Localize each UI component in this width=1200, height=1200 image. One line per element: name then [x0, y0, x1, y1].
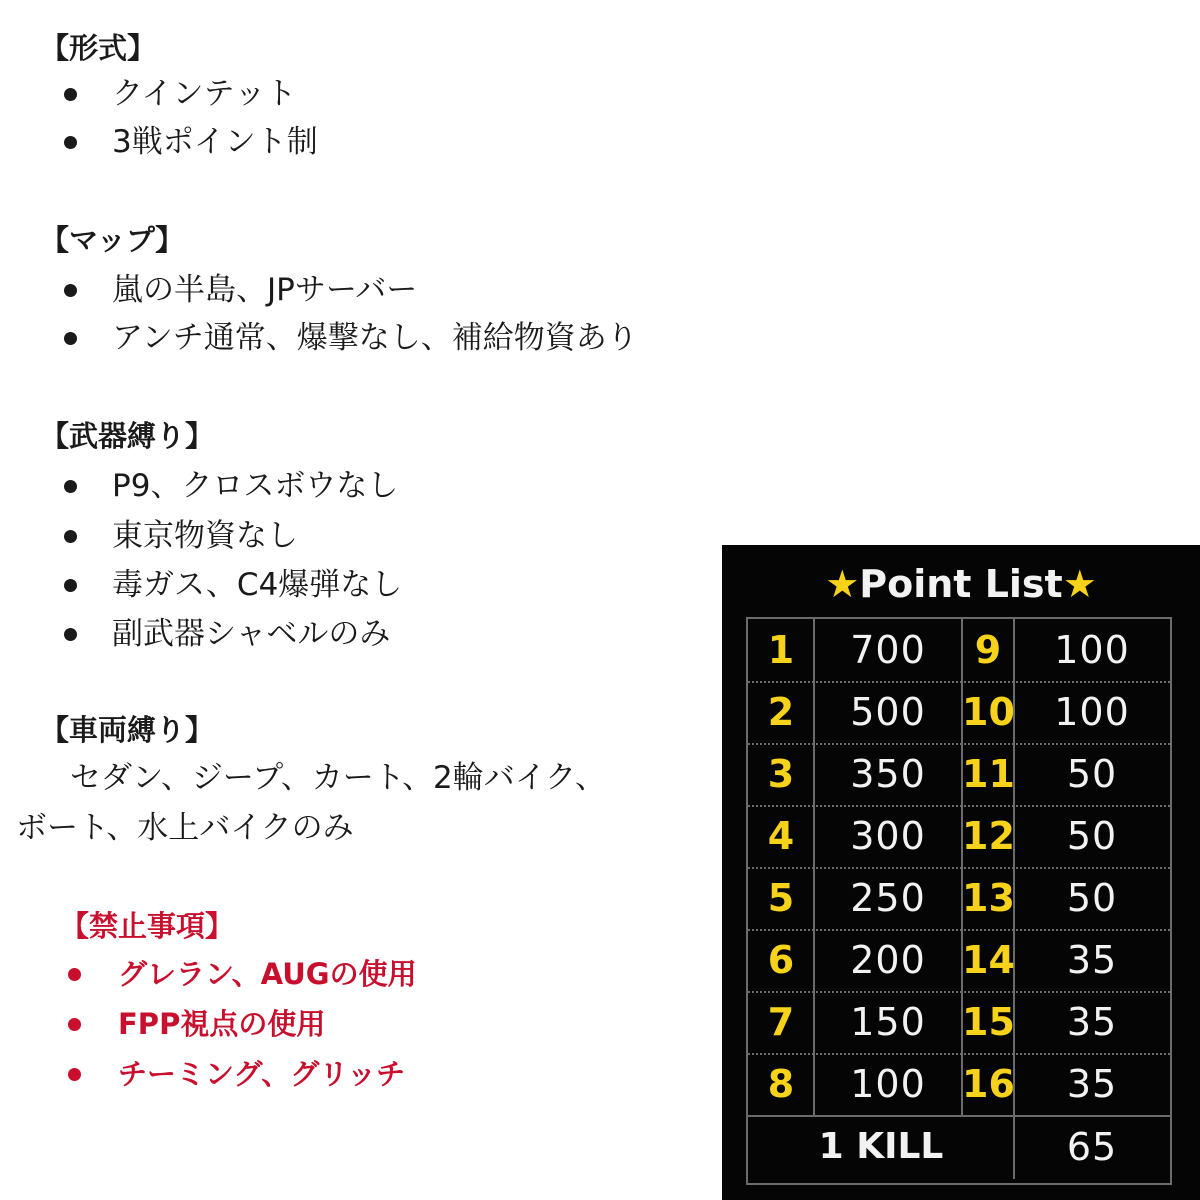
points-cell: 50 [1066, 752, 1118, 796]
points-cell: 300 [850, 814, 926, 858]
heading-prohibited: 【禁止事項】 [60, 909, 235, 943]
map-item-1: 嵐の半島、JPサーバー [112, 272, 418, 308]
rank-cell: 1 [767, 628, 795, 672]
heading-map: 【マップ】 [40, 223, 185, 257]
heading-vehicle-restrictions: 【車両縛り】 [40, 713, 215, 747]
prohibited-item-2: FPP視点の使用 [118, 1007, 326, 1041]
star-icon: ★ [1062, 562, 1097, 606]
bullet-icon [64, 579, 77, 592]
rank-cell: 8 [767, 1062, 795, 1106]
bullet-icon [64, 88, 77, 101]
rank-cell: 7 [767, 1000, 795, 1044]
weapon-item-4: 副武器シャベルのみ [112, 616, 391, 652]
star-icon: ★ [825, 562, 860, 606]
points-cell: 35 [1066, 1000, 1118, 1044]
rank-cell: 9 [974, 628, 1002, 672]
rank-cell: 3 [767, 752, 795, 796]
bullet-icon [64, 332, 77, 345]
points-cell: 250 [850, 876, 926, 920]
bullet-icon [64, 136, 77, 149]
bullet-icon [64, 284, 77, 297]
rank-cell: 14 [962, 938, 1015, 982]
points-cell: 100 [1054, 690, 1130, 734]
bullet-icon [64, 530, 77, 543]
rank-cell: 16 [962, 1062, 1015, 1106]
kill-label: 1 KILL [818, 1126, 944, 1167]
point-table [746, 617, 1172, 1185]
points-cell: 35 [1066, 1062, 1118, 1106]
rank-cell: 2 [767, 690, 795, 734]
point-list-title [722, 559, 1200, 609]
prohibited-item-1: グレラン、AUGの使用 [118, 957, 417, 991]
point-list-panel [722, 545, 1200, 1200]
points-cell: 200 [850, 938, 926, 982]
heading-format: 【形式】 [40, 31, 157, 65]
points-cell: 100 [1054, 628, 1130, 672]
points-cell: 50 [1066, 814, 1118, 858]
bullet-icon [64, 628, 77, 641]
vehicle-line-1: セダン、ジープ、カート、2輪バイク、 [70, 760, 606, 796]
format-item-2: 3戦ポイント制 [112, 124, 318, 160]
point-list-title-text: Point List [859, 562, 1063, 606]
map-item-2: アンチ通常、爆撃なし、補給物資あり [112, 320, 638, 356]
vehicle-line-2: ボート、水上バイクのみ [16, 810, 354, 846]
points-cell: 150 [850, 1000, 926, 1044]
kill-points: 65 [1066, 1125, 1118, 1169]
rank-cell: 4 [767, 814, 795, 858]
points-cell: 350 [850, 752, 926, 796]
bullet-icon [68, 1018, 81, 1031]
rank-cell: 5 [767, 876, 795, 920]
bullet-icon [68, 968, 81, 981]
weapon-item-1: P9、クロスボウなし [112, 468, 399, 504]
points-cell: 50 [1066, 876, 1118, 920]
bullet-icon [68, 1068, 81, 1081]
rank-cell: 15 [962, 1000, 1015, 1044]
rank-cell: 11 [962, 752, 1015, 796]
weapon-item-3: 毒ガス、C4爆弾なし [112, 567, 403, 603]
points-cell: 700 [850, 628, 926, 672]
format-item-1: クインテット [112, 76, 297, 112]
bullet-icon [64, 480, 77, 493]
rank-cell: 6 [767, 938, 795, 982]
heading-weapon-restrictions: 【武器縛り】 [40, 419, 215, 453]
points-cell: 100 [850, 1062, 926, 1106]
points-cell: 500 [850, 690, 926, 734]
rank-cell: 13 [962, 876, 1015, 920]
rank-cell: 12 [962, 814, 1015, 858]
points-cell: 35 [1066, 938, 1118, 982]
prohibited-item-3: チーミング、グリッチ [118, 1057, 406, 1091]
weapon-item-2: 東京物資なし [112, 518, 298, 554]
rank-cell: 10 [962, 690, 1015, 734]
